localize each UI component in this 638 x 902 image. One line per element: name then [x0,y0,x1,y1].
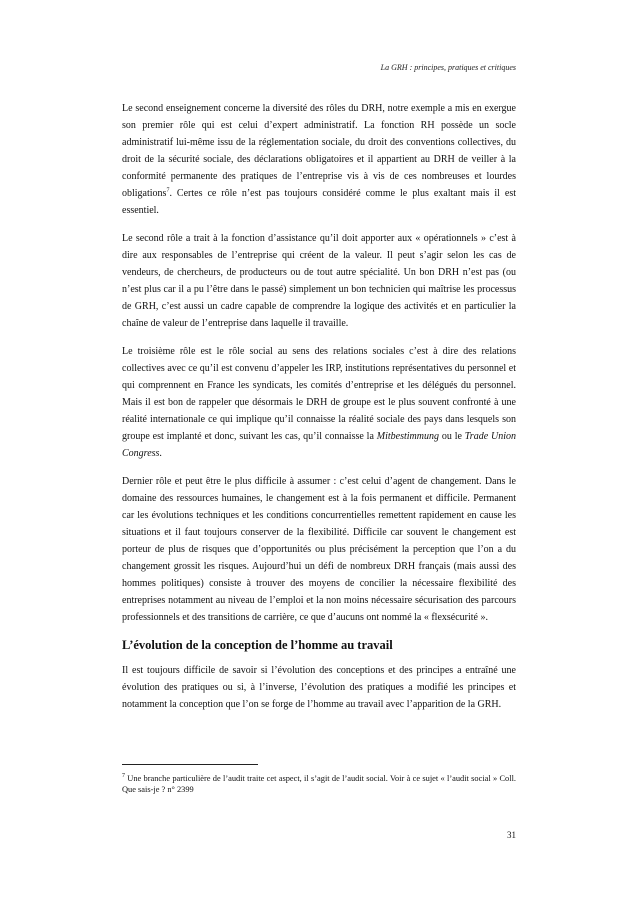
paragraph-text: Le troisième rôle est le rôle social au sens des relations sociales c’est à dire des relations collectives avec ce qu’il est convenu d’appeler les IRP, institutions représentatives du personnel et qui comprennent en France les syndicats, les comités d’entreprise et les délégués du personnel. Mais il est bon de rappeler que désormais le DRH de groupe est le plus souvent confronté à une réalité internationale ce qui implique qu’il connaisse la réalité sociale des pays dans lesquels son groupe est implanté et donc, suivant les cas, qu’il connaisse la [122,346,516,442]
paragraph-text: ou le [438,431,465,442]
paragraph-administrative-role [122,100,516,219]
paragraph-text: . Certes ce rôle n’est pas toujours considéré comme le plus exaltant mais il est essentiel. [122,188,516,216]
paragraph-assistance-role: Le second rôle a trait à la fonction d’assistance qu’il doit apporter aux « opérationnels » c’est à dire aux responsables de l’entreprise qui créent de la valeur. Il peut s’agir selon les cas de vendeurs, de chercheurs, de producteurs ou de tout autre spécialité. Un bon DRH n’est pas (ou n’est plus car il a pu l’être dans le passé) simplement un bon technicien qui maîtrise les processus de GRH, c’est aussi un cadre capable de comprendre la logique des activités et en particulier la chaîne de valeur de l’entreprise dans laquelle il travaille. [122,233,516,329]
footnotes-area [122,764,516,795]
footnote-reference[interactable]: 7 [166,187,170,194]
paragraph-text: Le second enseignement concerne la diversité des rôles du DRH, notre exemple a mis en exergue son premier rôle qui est celui d’expert administratif. La fonction RH possède un socle administratif lui-même issu de la réglementation sociale, du droit des conventions collectives, du droit de la sécurité sociale, des déclarations obligatoires et il appartient au DRH de veiller à la conformité permanente des pratiques de l’entreprise vis à vis de ces nombreuses et lourdes obligations [122,103,516,199]
term-mitbestimmung: Mitbestimmung [376,431,439,442]
section-heading: L’évolution de la conception de l’homme au travail [122,638,393,652]
term-trade-union-congress: Trade Union Congress [122,431,516,459]
paragraph-social-role [122,343,516,462]
paragraph-change-agent-role: Dernier rôle et peut être le plus difficile à assumer : c’est celui d’agent de changement. Dans le domaine des ressources humaines, le changement est à la fois permanent et difficile. Permanent car les évolutions techniques et les conditions concurrentielles remettent rapidement en cause les situations et il faut toujours conserver de la flexibilité. Difficile car souvent le changement est porteur de plus de risques que d’opportunités ou plus précisément la perception que l’on a du changement grossit les risques. Aujourd’hui un défi de nombreux DRH français (mais aussi des hommes politiques) consiste à trouver des moyens de concilier la nécessaire flexibilité des entreprises notamment au niveau de l’emploi et la non moins nécessaire sécurisation des parcours professionnels et des transitions de carrière, ce que d’aucuns ont nommé la « flexsécurité ». [122,476,516,623]
body-text [122,100,516,713]
footnote-number: 7 [122,773,125,780]
footnote-separator [122,764,258,765]
footnote-text: Une branche particulière de l’audit traite cet aspect, il s’agit de l’audit social. Voir à ce sujet « l’audit social » Coll. Que sais-je ? n° 2399 [122,774,516,794]
paragraph-text: . [159,448,162,459]
page-number: 31 [507,830,516,840]
running-header: La GRH : principes, pratiques et critiques [380,63,516,72]
footnote [122,773,516,795]
paragraph-conception-evolution: Il est toujours difficile de savoir si l’évolution des conceptions et des principes a entraîné une évolution des pratiques ou si, à l’inverse, l’évolution des pratiques a modifié les principes et notamment la conception que l’on se forge de l’homme au travail avec l’apparition de la GRH. [122,665,516,710]
